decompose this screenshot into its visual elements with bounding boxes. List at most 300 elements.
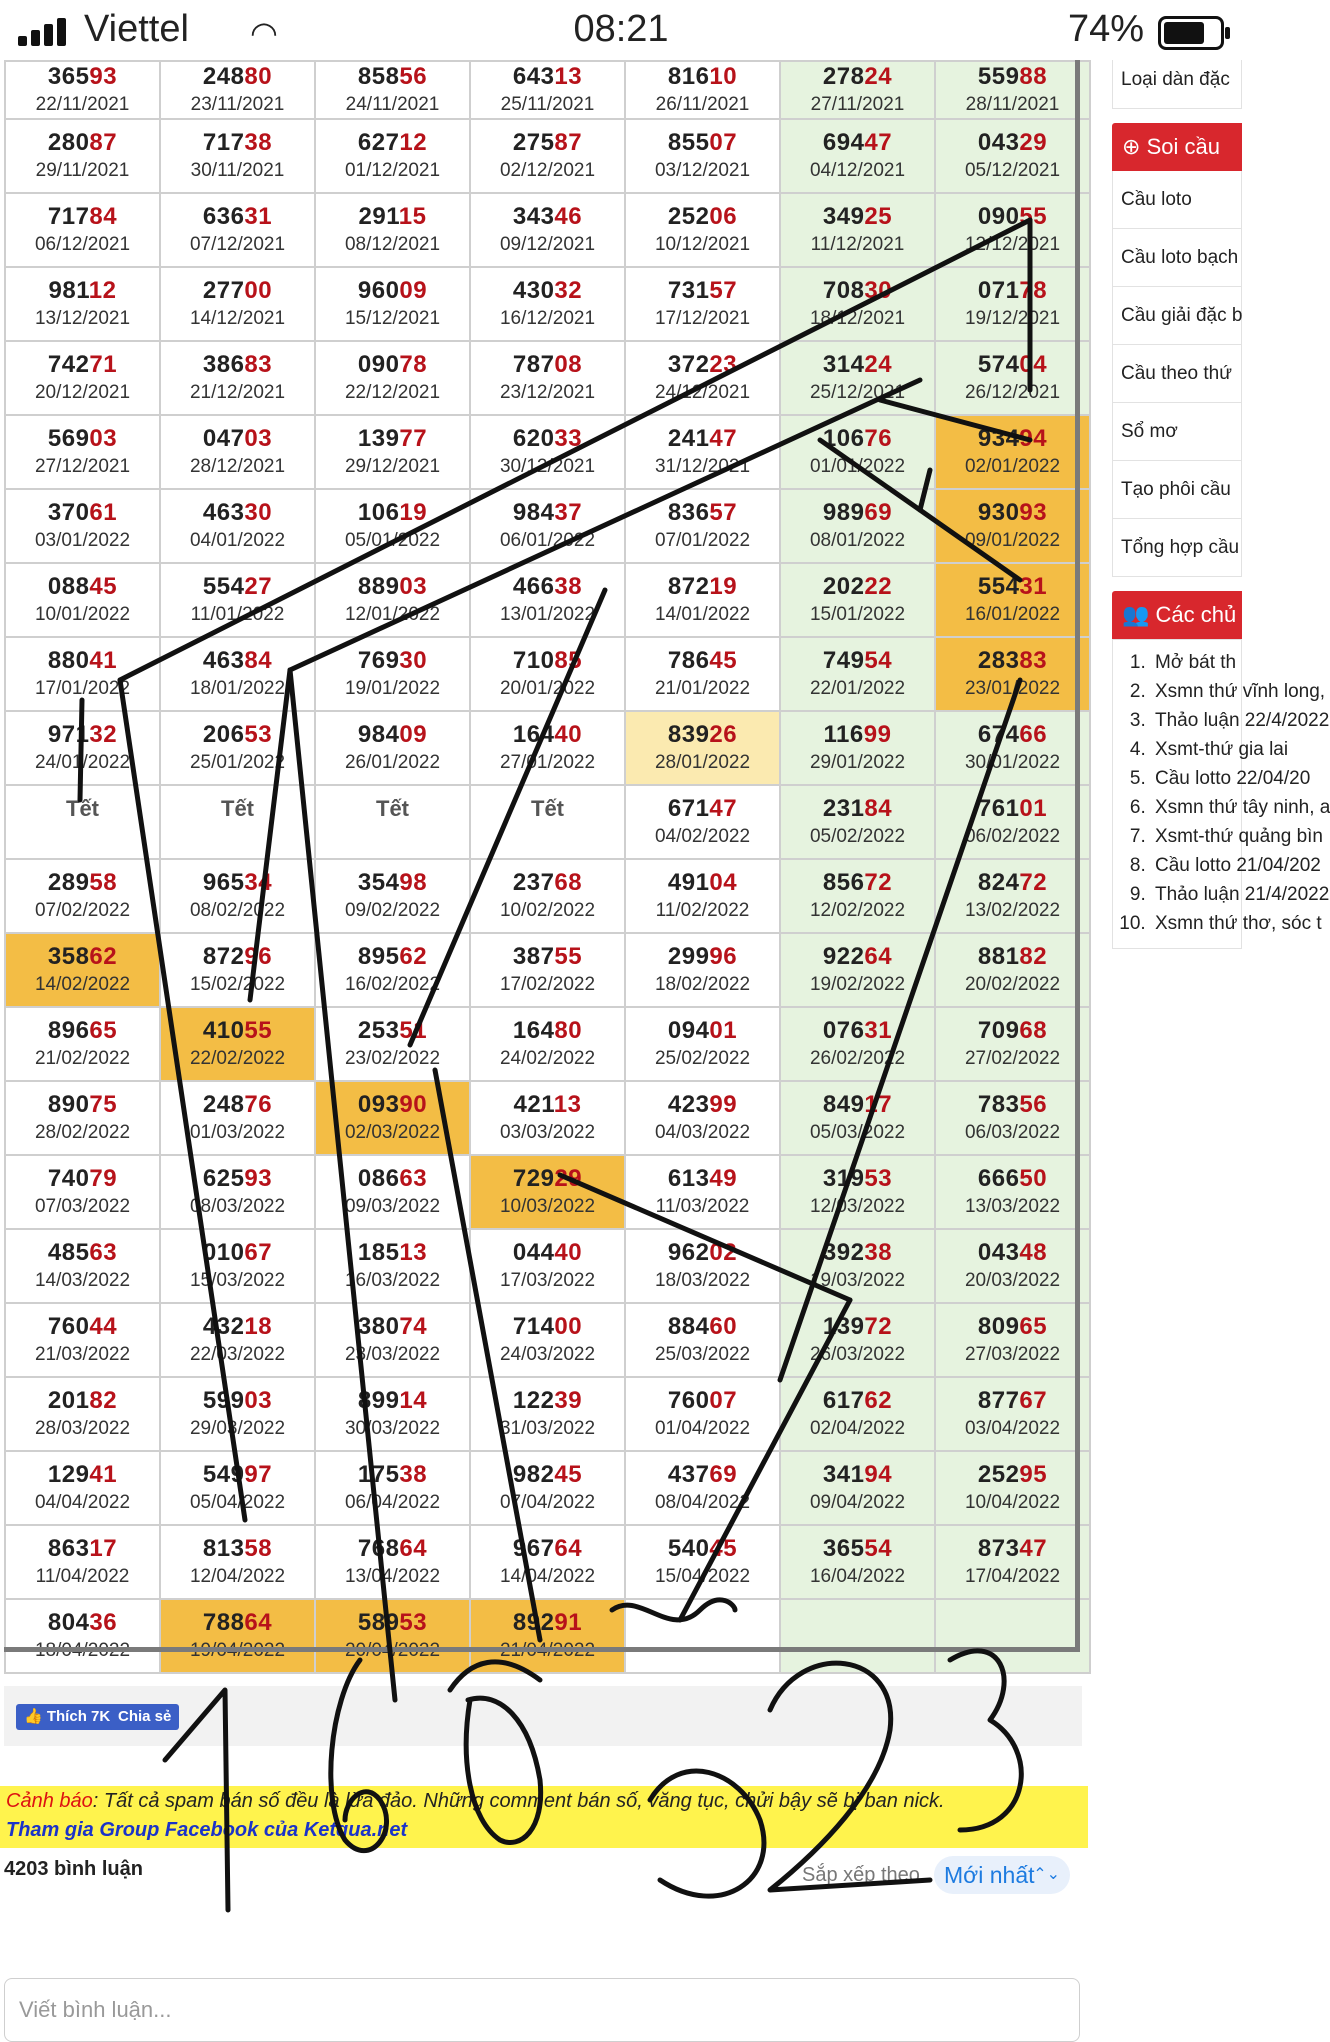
result-date: 30/03/2022 [344,1418,441,1439]
grid-row [5,1377,1090,1451]
result-cell [160,1155,315,1229]
result-cell [625,1451,780,1525]
number-tail: 31 [1019,573,1048,600]
number-tail: 36 [89,1609,118,1636]
result-cell [625,785,780,859]
result-number [781,1312,934,1342]
like-label: Thích 7K [46,1708,111,1725]
number-head: 965 [202,869,245,896]
number-head: 824 [977,869,1020,896]
number-head: 709 [977,1017,1020,1044]
result-cell [5,711,160,785]
number-head: 710 [512,647,555,674]
number-head: 093 [357,1091,400,1118]
number-tail: 03 [399,573,428,600]
result-number [936,498,1089,528]
result-date: 31/03/2022 [499,1418,596,1439]
result-number [626,1164,779,1194]
result-number [161,1238,314,1268]
result-cell [625,1303,780,1377]
number-tail: 32 [554,277,583,304]
topics-list [1112,639,1330,949]
number-head: 855 [667,129,710,156]
sidebar-item[interactable]: Tạo phôi cầu [1112,461,1242,519]
number-tail: 65 [89,1017,118,1044]
result-cell [315,1377,470,1451]
number-head: 185 [357,1239,400,1266]
result-number [316,1534,469,1564]
number-head: 849 [822,1091,865,1118]
sidebar-item[interactable]: Cầu theo thứ [1112,345,1242,403]
number-tail: 79 [89,1165,118,1192]
result-cell [315,1525,470,1599]
number-tail: 84 [244,647,273,674]
result-cell [5,1451,160,1525]
number-head: 253 [357,1017,400,1044]
sidebar-item[interactable]: Cầu loto [1112,171,1242,229]
search-plus-icon: ⊕ [1122,134,1141,159]
result-date: 28/03/2022 [34,1418,131,1439]
result-cell [625,1525,780,1599]
result-cell [780,341,935,415]
result-cell [935,1081,1090,1155]
number-head: 291 [358,203,399,230]
result-date: 04/02/2022 [654,826,751,847]
number-head: 889 [357,573,400,600]
result-cell [315,1303,470,1377]
result-number [6,424,159,454]
facebook-group-link[interactable]: Tham gia Group Facebook của Ketqua.net [6,1819,408,1841]
topic-link[interactable]: 3. Thảo luận 22/4/2022 [1151,706,1241,735]
number-head: 071 [977,277,1020,304]
sidebar-item[interactable]: Tổng hợp cầu [1112,519,1242,577]
number-head: 410 [202,1017,245,1044]
result-number [316,1090,469,1120]
result-number [936,202,1089,232]
result-number [936,1090,1089,1120]
result-date: 06/01/2022 [499,530,596,551]
result-date: 24/11/2021 [345,94,440,115]
result-date: 14/04/2022 [499,1566,596,1587]
result-number [936,1312,1089,1342]
number-head: 299 [667,943,710,970]
number-head: 788 [202,1609,245,1636]
result-number [781,276,934,306]
number-head: 047 [202,425,245,452]
topic-link[interactable]: 5. Cầu lotto 22/04/20 [1151,764,1241,793]
result-number [161,1386,314,1416]
number-tail: 07 [709,129,738,156]
result-number [781,424,934,454]
number-head: 043 [977,1239,1020,1266]
result-cell [315,341,470,415]
result-cell [470,711,625,785]
result-date: 05/12/2021 [964,160,1061,181]
result-date: 12/04/2022 [189,1566,286,1587]
result-cell [160,711,315,785]
topic-link[interactable]: 8. Cầu lotto 21/04/202 [1151,851,1241,880]
number-tail: 53 [399,1609,428,1636]
result-number [316,276,469,306]
number-head: 643 [512,63,555,90]
grid-row [5,119,1090,193]
result-date: 04/01/2022 [189,530,286,551]
result-number [626,572,779,602]
number-tail: 53 [244,721,273,748]
number-head: 984 [357,721,400,748]
result-date: 21/01/2022 [654,678,751,699]
section-header-soi-cau[interactable] [1112,123,1242,171]
result-number [161,1534,314,1564]
result-number [936,868,1089,898]
number-tail: 15 [398,203,427,230]
number-head: 895 [357,943,400,970]
result-number [6,720,159,750]
number-tail: 97 [244,1461,273,1488]
result-date: 14/12/2021 [189,308,286,329]
number-head: 278 [822,63,865,90]
result-number [626,350,779,380]
result-cell [160,1007,315,1081]
result-date: 21/03/2022 [34,1344,131,1365]
number-tail: 06 [709,203,738,230]
number-tail: 71 [89,351,118,378]
number-head: 783 [977,1091,1020,1118]
result-cell [315,1451,470,1525]
topic-link[interactable]: 10. Xsmn thứ thơ, sóc t [1151,909,1241,938]
number-tail: 72 [864,1313,893,1340]
result-date: 07/02/2022 [34,900,131,921]
result-cell [780,1525,935,1599]
result-cell [625,119,780,193]
like-button[interactable] [16,1704,118,1730]
result-number [6,350,159,380]
result-date: 28/11/2021 [965,94,1060,115]
result-number [161,720,314,750]
number-tail: 13 [553,1091,582,1118]
number-head: 349 [822,203,865,230]
number-head: 202 [822,573,865,600]
result-cell [315,563,470,637]
result-date: 22/03/2022 [189,1344,286,1365]
number-tail: 68 [1019,1017,1048,1044]
grid-row [5,1007,1090,1081]
result-cell [160,415,315,489]
result-date: 08/12/2021 [344,234,441,255]
number-tail: 99 [863,721,892,748]
result-number [626,202,779,232]
result-number [781,572,934,602]
result-cell [470,415,625,489]
number-head: 872 [667,573,710,600]
result-cell [470,341,625,415]
result-cell [470,785,625,859]
result-number [626,942,779,972]
result-number [936,276,1089,306]
result-cell [780,563,935,637]
sort-select[interactable] [934,1856,1070,1894]
number-head: 122 [512,1387,555,1414]
result-cell [780,1303,935,1377]
result-cell [780,1377,935,1451]
result-number [626,868,779,898]
number-tail: 47 [864,129,893,156]
result-number [316,1312,469,1342]
result-number [936,1534,1089,1564]
number-tail: 13 [399,1239,428,1266]
result-cell [315,637,470,711]
number-tail: 33 [554,425,583,452]
topic-link[interactable]: 9. Thảo luận 21/4/2022 [1151,880,1241,909]
number-tail: 55 [554,943,583,970]
result-date: 09/03/2022 [344,1196,441,1217]
number-tail: 74 [399,1313,428,1340]
result-number [6,1164,159,1194]
result-number [6,572,159,602]
number-head: 816 [667,63,710,90]
result-date: 09/04/2022 [809,1492,906,1513]
number-head: 319 [822,1165,865,1192]
number-head: 380 [357,1313,400,1340]
number-head: 086 [357,1165,400,1192]
result-cell [780,1081,935,1155]
result-date: 22/12/2021 [344,382,441,403]
result-number [161,202,314,232]
result-date: 23/02/2022 [344,1048,441,1069]
number-head: 387 [512,943,555,970]
share-button[interactable]: Chia sẻ [110,1704,179,1730]
number-tail: 03 [244,1387,273,1414]
result-date: 18/03/2022 [654,1270,751,1291]
result-cell [315,1081,470,1155]
holiday-label: Tết [66,796,99,821]
result-cell [935,415,1090,489]
number-tail: 25 [864,203,893,230]
result-date: 03/03/2022 [499,1122,596,1143]
number-head: 088 [47,573,90,600]
result-date: 14/01/2022 [654,604,751,625]
result-date: 29/11/2021 [35,160,130,181]
result-number [781,1534,934,1564]
number-tail: 10 [709,63,738,90]
result-date: 09/01/2022 [964,530,1061,551]
result-date: 14/03/2022 [34,1270,131,1291]
grid-row [5,859,1090,933]
number-head: 421 [513,1091,554,1118]
result-number [936,128,1089,158]
number-head: 620 [512,425,555,452]
result-number [781,1238,934,1268]
result-cell [315,1007,470,1081]
number-tail: 93 [89,63,118,90]
number-head: 423 [667,1091,710,1118]
number-tail: 57 [709,499,738,526]
result-cell [625,267,780,341]
number-tail: 00 [554,1313,583,1340]
topic-link[interactable]: 1. Mở bát th [1151,648,1241,677]
sidebar-item[interactable]: Cầu loto bạch [1112,229,1242,287]
result-number [161,1608,314,1638]
number-head: 856 [822,869,865,896]
number-head: 617 [822,1387,865,1414]
result-cell [470,1525,625,1599]
result-cell [780,119,935,193]
number-tail: 91 [554,1609,583,1636]
result-date: 15/04/2022 [654,1566,751,1587]
grid-row [5,61,1090,119]
number-head: 554 [977,573,1020,600]
result-number [161,1312,314,1342]
result-number [161,62,314,92]
warning-text: : Tất cả spam bán số đều là lừa đảo. Những comment bán số, văng tục, chửi bậy sẽ bị ban nick. [92,1790,945,1812]
number-tail: 77 [399,425,428,452]
sort-label: Sắp xếp theo [802,1864,920,1886]
number-head: 809 [977,1313,1020,1340]
result-number [471,942,624,972]
result-date: 21/04/2022 [499,1640,596,1661]
number-tail: 63 [89,1239,118,1266]
section-title: Soi cầu [1146,134,1220,159]
result-cell [470,933,625,1007]
result-date: 01/01/2022 [809,456,906,477]
result-cell [5,933,160,1007]
result-date: 30/11/2021 [190,160,285,181]
result-cell [315,415,470,489]
number-head: 241 [667,425,710,452]
number-head: 289 [47,869,90,896]
number-tail: 40 [554,1239,583,1266]
result-date: 29/03/2022 [189,1418,286,1439]
number-tail: 67 [1019,1387,1048,1414]
result-cell [625,933,780,1007]
sidebar-item-loai-dan-dac[interactable]: Loại dàn đặc [1112,50,1242,109]
number-head: 671 [667,795,710,822]
sidebar-item[interactable]: Cầu giải đặc b [1112,287,1242,345]
topic-link[interactable]: 6. Xsmn thứ tây ninh, a [1151,793,1241,822]
result-number [936,572,1089,602]
grid-row [5,1155,1090,1229]
right-sidebar [1112,50,1330,949]
number-head: 613 [667,1165,710,1192]
result-cell [160,785,315,859]
result-date: 29/12/2021 [344,456,441,477]
number-head: 813 [202,1535,245,1562]
number-head: 890 [47,1091,90,1118]
result-date: 27/01/2022 [499,752,596,773]
result-cell [160,933,315,1007]
number-tail: 56 [1019,1091,1048,1118]
number-tail: 64 [399,1535,428,1562]
result-cell [935,563,1090,637]
number-head: 674 [977,721,1020,748]
number-tail: 83 [1019,647,1048,674]
result-number [6,646,159,676]
result-number [626,498,779,528]
comment-count: 4203 bình luận [4,1858,143,1880]
result-date: 20/04/2022 [344,1640,441,1661]
number-head: 569 [47,425,90,452]
sidebar-item[interactable]: Sổ mơ [1112,403,1242,461]
number-tail: 75 [89,1091,118,1118]
number-head: 106 [357,499,400,526]
result-cell [160,341,315,415]
number-tail: 90 [399,1091,428,1118]
result-cell [935,489,1090,563]
number-head: 694 [822,129,865,156]
result-date: 09/02/2022 [344,900,441,921]
number-tail: 66 [1019,721,1048,748]
number-head: 872 [202,943,245,970]
result-number [471,1238,624,1268]
number-head: 491 [667,869,710,896]
result-number [316,128,469,158]
number-tail: 19 [399,499,428,526]
number-head: 463 [202,499,245,526]
result-date: 01/12/2021 [344,160,441,181]
soi-cau-list [1112,171,1242,577]
topic-link[interactable]: 4. Xsmt-thứ gia lai [1151,735,1241,764]
number-tail: 93 [244,1165,273,1192]
number-head: 231 [822,795,865,822]
number-tail: 17 [89,1535,118,1562]
number-tail: 38 [864,1239,893,1266]
number-tail: 09 [399,721,428,748]
result-cell [160,1599,315,1673]
result-date: 17/01/2022 [34,678,131,699]
result-cell [935,119,1090,193]
result-number [781,1386,934,1416]
result-cell [5,61,160,119]
result-number [316,498,469,528]
number-head: 989 [822,499,865,526]
number-head: 873 [977,1535,1020,1562]
result-date: 01/04/2022 [654,1418,751,1439]
number-tail: 87 [554,129,583,156]
result-cell [470,267,625,341]
result-cell [935,341,1090,415]
result-cell [935,61,1090,119]
number-head: 717 [202,129,245,156]
result-cell [935,193,1090,267]
result-number [316,424,469,454]
grid-row [5,563,1090,637]
number-tail: 02 [709,1239,738,1266]
number-head: 354 [357,869,400,896]
number-tail: 18 [244,1313,273,1340]
topic-link[interactable]: 2. Xsmn thứ vĩnh long, [1151,677,1241,706]
result-date: 28/12/2021 [189,456,286,477]
result-number [936,794,1089,824]
topic-link[interactable]: 7. Xsmt-thứ quảng bìn [1151,822,1241,851]
result-number [471,498,624,528]
result-number [161,646,314,676]
section-header-cac-chu-de[interactable] [1112,591,1242,639]
result-cell [780,711,935,785]
number-head: 836 [667,499,710,526]
result-date: 05/03/2022 [809,1122,906,1143]
result-number [161,350,314,380]
number-head: 164 [512,1017,555,1044]
result-date: 10/01/2022 [34,604,131,625]
result-number [316,1460,469,1490]
number-tail: 29 [1019,129,1048,156]
comment-input[interactable] [4,1978,1080,2042]
result-cell [315,267,470,341]
status-bar [0,0,1242,60]
result-date: 06/03/2022 [964,1122,1061,1143]
result-date: 19/02/2022 [809,974,906,995]
result-cell [5,119,160,193]
